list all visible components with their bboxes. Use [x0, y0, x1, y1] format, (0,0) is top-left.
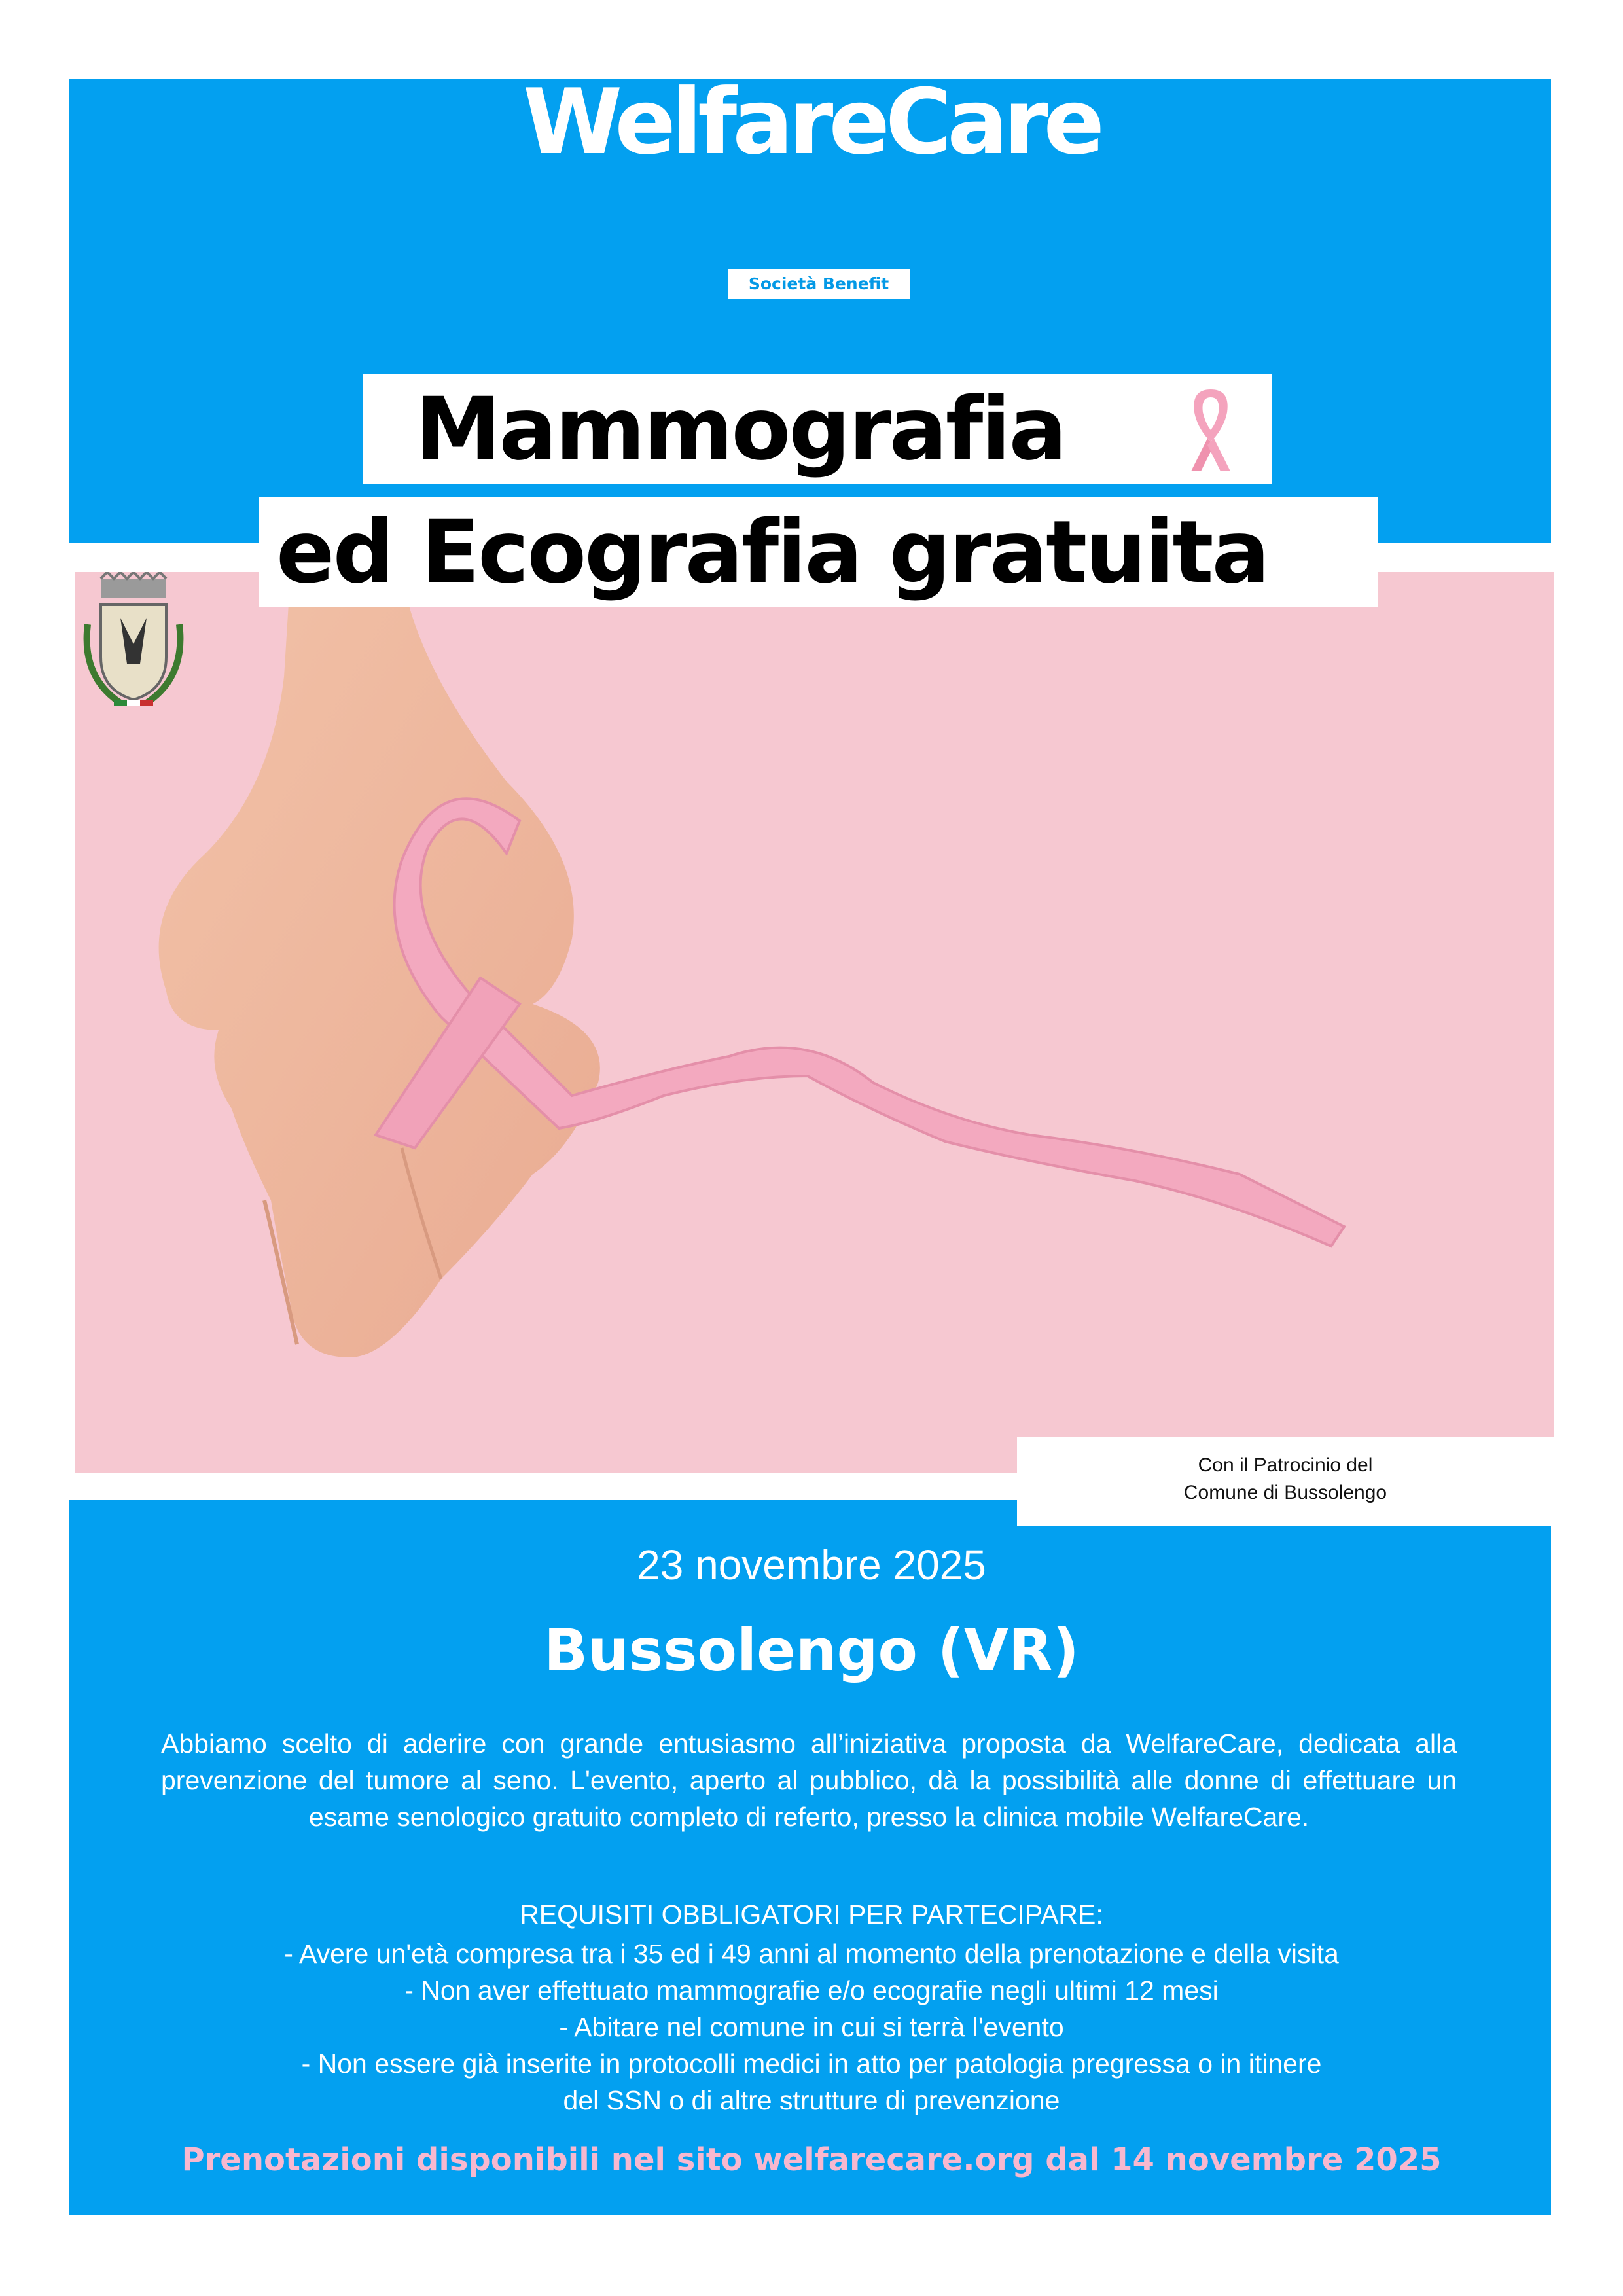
patronage-line1: Con il Patrocinio del [1198, 1454, 1373, 1476]
booking-cta: Prenotazioni disponibili nel sito welfarecare.org dal 14 novembre 2025 [181, 2142, 1442, 2178]
event-place: Bussolengo (VR) [544, 1617, 1079, 1684]
patronage-line2: Comune di Bussolengo [1183, 1482, 1387, 1503]
pink-ribbon-icon [1178, 383, 1243, 475]
requirement-item: - Abitare nel comune in cui si terrà l'evento [559, 2012, 1064, 2042]
comune-crest [75, 572, 192, 716]
requirement-item-continued: del SSN o di altre strutture di prevenzione [563, 2085, 1060, 2115]
page-title-line1: Mammografia [415, 379, 1065, 480]
event-date: 23 novembre 2025 [637, 1541, 986, 1588]
requirement-item: - Avere un'età compresa tra i 35 ed i 49 anni al momento della prenotazione e della visita [284, 1939, 1339, 1969]
requirement-item: - Non aver effettuato mammografie e/o ecografie negli ultimi 12 mesi [404, 1975, 1219, 2005]
event-description: Abbiamo scelto di aderire con grande entusiasmo all’iniziativa proposta da WelfareCare, dedicata alla prevenzione del tumore al seno. L'evento, aperto al pubblico, dà la possibilità alle donne di effettuare un esame senologico gratuito completo di referto, presso la clinica mobile WelfareCare. [161, 1729, 1457, 1832]
hero-photo [75, 572, 1554, 1473]
brand-logo: WelfareCare [522, 69, 1101, 175]
requirements-title: REQUISITI OBBLIGATORI PER PARTECIPARE: [520, 1899, 1103, 1929]
requirement-item: - Non essere già inserite in protocolli medici in atto per patologia pregressa o in itinere [301, 2049, 1322, 2079]
page-title-line2: ed Ecografia gratuita [276, 502, 1268, 603]
hand-ribbon-illustration [75, 572, 1554, 1473]
brand-badge: Società Benefit [728, 269, 910, 299]
